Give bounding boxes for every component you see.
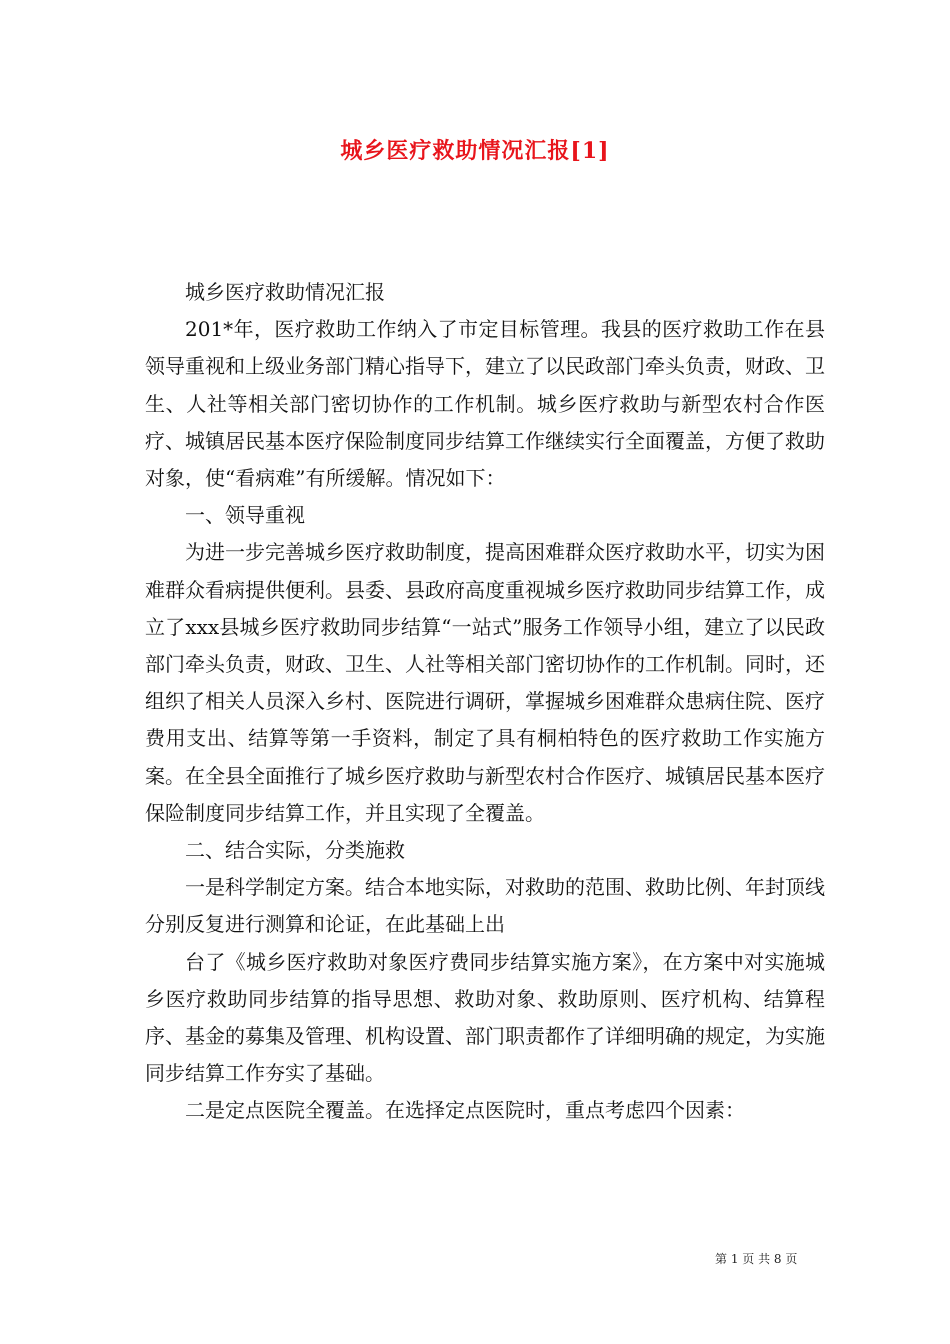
document-body <box>145 274 825 1130</box>
paragraph-hospitals: 二是定点医院全覆盖。在选择定点医院时，重点考虑四个因素： <box>185 1098 745 1123</box>
page-footer: 第 1 页 共 8 页 <box>715 1252 798 1266</box>
paragraph-intro: 201*年，医疗救助工作纳入了市定目标管理。我县的医疗救助工作在县领导重视和上级业务部门精心指导下，建立了以民政部门牵头负责，财政、卫生、人社等相关部门密切协作的工作机制。城乡医疗救助与新型农村合作医疗、城镇居民基本医疗保险制度同步结算工作继续实行全面覆盖，方便了救助对象，使“看病难”有所缓解。情况如下： <box>145 317 825 491</box>
paragraph-plan-cont: 台了《城乡医疗救助对象医疗费同步结算实施方案》，在方案中对实施城乡医疗救助同步结算的指导思想、救助对象、救助原则、医疗机构、结算程序、基金的募集及管理、机构设置、部门职责都作了详细明确的规定，为实施同步结算工作夯实了基础。 <box>145 949 825 1086</box>
paragraph-plan: 一是科学制定方案。结合本地实际，对救助的范围、救助比例、年封顶线分别反复进行测算和论证，在此基础上出 <box>145 875 825 937</box>
document-title: 城乡医疗救助情况汇报[1] <box>340 138 610 164</box>
section-heading-2: 二、结合实际，分类施救 <box>185 838 405 863</box>
paragraph-section-1: 为进一步完善城乡医疗救助制度，提高困难群众医疗救助水平，切实为困难群众看病提供便利。县委、县政府高度重视城乡医疗救助同步结算工作，成立了xxx县城乡医疗救助同步结算“一站式”服务工作领导小组，建立了以民政部门牵头负责，财政、卫生、人社等相关部门密切协作的工作机制。同时，还组织了相关人员深入乡村、医院进行调研，掌握城乡困难群众患病住院、医疗费用支出、结算等第一手资料，制定了具有桐柏特色的医疗救助工作实施方案。在全县全面推行了城乡医疗救助与新型农村合作医疗、城镇居民基本医疗保险制度同步结算工作，并且实现了全覆盖。 <box>145 540 825 825</box>
paragraph-heading: 城乡医疗救助情况汇报 <box>185 280 385 304</box>
section-heading-1: 一、领导重视 <box>185 503 305 528</box>
